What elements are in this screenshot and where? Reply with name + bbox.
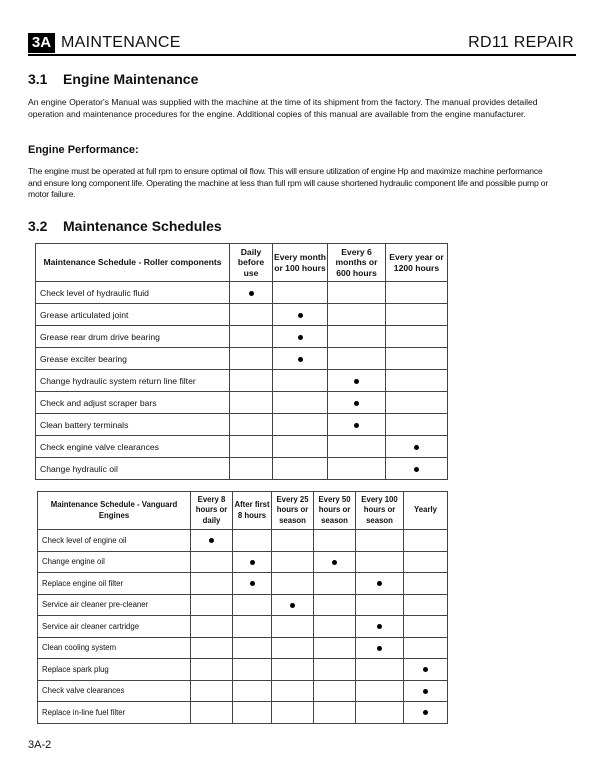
table-row bbox=[38, 551, 448, 573]
table-row bbox=[36, 414, 448, 436]
interval-cell bbox=[273, 304, 328, 326]
interval-cell bbox=[233, 702, 272, 724]
interval-cell bbox=[191, 551, 233, 573]
interval-header: Yearly bbox=[404, 492, 448, 530]
interval-cell bbox=[328, 392, 386, 414]
interval-cell bbox=[273, 282, 328, 304]
task-cell: Check engine valve clearances bbox=[36, 436, 230, 458]
table-header-row bbox=[36, 244, 448, 282]
interval-cell bbox=[404, 637, 448, 659]
interval-cell bbox=[386, 458, 448, 480]
interval-cell bbox=[356, 530, 404, 552]
interval-header: Every year or 1200 hours bbox=[386, 244, 448, 282]
table-row bbox=[36, 458, 448, 480]
interval-cell bbox=[272, 702, 314, 724]
interval-cell bbox=[386, 348, 448, 370]
interval-header: Every 50 hours or season bbox=[314, 492, 356, 530]
table-row bbox=[38, 680, 448, 702]
bullet-mark bbox=[298, 357, 303, 362]
bullet-mark bbox=[250, 560, 255, 565]
interval-cell bbox=[230, 370, 273, 392]
interval-cell bbox=[328, 436, 386, 458]
interval-cell bbox=[356, 680, 404, 702]
interval-cell bbox=[230, 436, 273, 458]
interval-cell bbox=[404, 573, 448, 595]
interval-cell bbox=[191, 530, 233, 552]
interval-cell bbox=[356, 573, 404, 595]
interval-cell bbox=[386, 414, 448, 436]
section-title: Maintenance Schedules bbox=[63, 218, 222, 234]
bullet-mark bbox=[298, 335, 303, 340]
interval-cell bbox=[273, 458, 328, 480]
bullet-mark bbox=[354, 423, 359, 428]
interval-cell bbox=[404, 551, 448, 573]
interval-cell bbox=[272, 594, 314, 616]
table-row bbox=[38, 637, 448, 659]
bullet-mark bbox=[423, 689, 428, 694]
schedule-title-header: Maintenance Schedule - Roller components bbox=[36, 244, 230, 282]
task-cell: Check valve clearances bbox=[38, 680, 191, 702]
interval-cell bbox=[314, 616, 356, 638]
interval-cell bbox=[404, 659, 448, 681]
interval-cell bbox=[404, 594, 448, 616]
interval-cell bbox=[230, 348, 273, 370]
engine-manual-paragraph: An engine Operator's Manual was supplied with the machine at the time of its shipment from the factory. The manual provides detailed operation and maintenance procedures for the engine. Additional copies of this manual are available from the engine manufacturer. bbox=[28, 97, 538, 119]
bullet-mark bbox=[354, 379, 359, 384]
interval-cell bbox=[273, 414, 328, 436]
bullet-mark bbox=[298, 313, 303, 318]
page-header bbox=[28, 30, 576, 56]
table-row bbox=[36, 436, 448, 458]
interval-cell bbox=[404, 702, 448, 724]
interval-cell bbox=[386, 436, 448, 458]
table-row bbox=[38, 530, 448, 552]
interval-cell bbox=[314, 594, 356, 616]
interval-cell bbox=[273, 348, 328, 370]
interval-cell bbox=[328, 282, 386, 304]
table-header-row bbox=[38, 492, 448, 530]
interval-cell bbox=[314, 637, 356, 659]
interval-cell bbox=[233, 551, 272, 573]
task-cell: Clean cooling system bbox=[38, 637, 191, 659]
interval-header: After first 8 hours bbox=[233, 492, 272, 530]
chapter-badge: 3A bbox=[28, 33, 55, 53]
bullet-mark bbox=[332, 560, 337, 565]
interval-cell bbox=[191, 616, 233, 638]
interval-cell bbox=[386, 326, 448, 348]
header-rule bbox=[28, 54, 576, 56]
interval-cell bbox=[230, 326, 273, 348]
interval-cell bbox=[356, 702, 404, 724]
table-row bbox=[38, 594, 448, 616]
interval-cell bbox=[273, 392, 328, 414]
task-cell: Check level of hydraulic fluid bbox=[36, 282, 230, 304]
table-row bbox=[36, 282, 448, 304]
bullet-mark bbox=[414, 467, 419, 472]
schedule-title-header: Maintenance Schedule - Vanguard Engines bbox=[38, 492, 191, 530]
interval-cell bbox=[272, 551, 314, 573]
interval-cell bbox=[314, 659, 356, 681]
task-cell: Service air cleaner cartridge bbox=[38, 616, 191, 638]
interval-cell bbox=[191, 637, 233, 659]
interval-cell bbox=[328, 304, 386, 326]
interval-cell bbox=[273, 326, 328, 348]
interval-cell bbox=[191, 702, 233, 724]
table-row bbox=[36, 348, 448, 370]
interval-cell bbox=[191, 659, 233, 681]
interval-cell bbox=[191, 680, 233, 702]
bullet-mark bbox=[423, 667, 428, 672]
task-cell: Change hydraulic oil bbox=[36, 458, 230, 480]
interval-cell bbox=[272, 616, 314, 638]
interval-cell bbox=[191, 573, 233, 595]
bullet-mark bbox=[377, 624, 382, 629]
interval-cell bbox=[272, 530, 314, 552]
section-title: Engine Maintenance bbox=[63, 71, 199, 87]
bullet-mark bbox=[377, 581, 382, 586]
bullet-mark bbox=[250, 581, 255, 586]
bullet-mark bbox=[249, 291, 254, 296]
interval-cell bbox=[272, 573, 314, 595]
interval-header: Every 100 hours or season bbox=[356, 492, 404, 530]
interval-cell bbox=[230, 392, 273, 414]
section-3-1-heading bbox=[28, 71, 198, 87]
interval-cell bbox=[273, 436, 328, 458]
page-number: 3A-2 bbox=[28, 739, 52, 751]
interval-cell bbox=[230, 304, 273, 326]
task-cell: Grease exciter bearing bbox=[36, 348, 230, 370]
interval-cell bbox=[233, 616, 272, 638]
interval-cell bbox=[386, 392, 448, 414]
section-number: 3.1 bbox=[28, 71, 48, 87]
engine-performance-paragraph: The engine must be operated at full rpm to ensure optimal oil flow. This will ensure utilization of engine Hp and maximize machine performance and ensure long component life. Operating the machine at less than full rpm will cause shortened hydraulic component life and possible pump or motor failure. bbox=[28, 166, 549, 199]
interval-cell bbox=[272, 659, 314, 681]
task-cell: Replace engine oil filter bbox=[38, 573, 191, 595]
manual-title: RD11 REPAIR bbox=[468, 34, 574, 51]
interval-header: Daily before use bbox=[230, 244, 273, 282]
interval-cell bbox=[356, 551, 404, 573]
table-row bbox=[36, 304, 448, 326]
task-cell: Replace in-line fuel filter bbox=[38, 702, 191, 724]
interval-cell bbox=[233, 659, 272, 681]
interval-cell bbox=[356, 637, 404, 659]
bullet-mark bbox=[377, 646, 382, 651]
task-cell: Change hydraulic system return line filter bbox=[36, 370, 230, 392]
table-row bbox=[36, 392, 448, 414]
interval-cell bbox=[273, 370, 328, 392]
interval-cell bbox=[233, 530, 272, 552]
section-3-2-heading bbox=[28, 218, 222, 234]
interval-cell bbox=[233, 594, 272, 616]
table-row bbox=[36, 370, 448, 392]
interval-cell bbox=[272, 680, 314, 702]
task-cell: Replace spark plug bbox=[38, 659, 191, 681]
task-cell: Check and adjust scraper bars bbox=[36, 392, 230, 414]
interval-cell bbox=[328, 458, 386, 480]
interval-header: Every month or 100 hours bbox=[273, 244, 328, 282]
table-row bbox=[36, 326, 448, 348]
task-cell: Clean battery terminals bbox=[36, 414, 230, 436]
interval-cell bbox=[404, 616, 448, 638]
vanguard-schedule-table bbox=[37, 491, 448, 724]
table-row bbox=[38, 659, 448, 681]
bullet-mark bbox=[423, 710, 428, 715]
interval-cell bbox=[191, 594, 233, 616]
interval-cell bbox=[356, 594, 404, 616]
engine-performance-heading: Engine Performance: bbox=[28, 144, 139, 156]
interval-cell bbox=[328, 414, 386, 436]
interval-cell bbox=[233, 680, 272, 702]
interval-cell bbox=[328, 348, 386, 370]
table-row bbox=[38, 702, 448, 724]
interval-cell bbox=[230, 458, 273, 480]
bullet-mark bbox=[354, 401, 359, 406]
interval-cell bbox=[233, 637, 272, 659]
interval-cell bbox=[233, 573, 272, 595]
interval-cell bbox=[230, 414, 273, 436]
interval-cell bbox=[314, 702, 356, 724]
task-cell: Service air cleaner pre-cleaner bbox=[38, 594, 191, 616]
task-cell: Grease articulated joint bbox=[36, 304, 230, 326]
interval-cell bbox=[314, 530, 356, 552]
interval-cell bbox=[314, 680, 356, 702]
bullet-mark bbox=[290, 603, 295, 608]
interval-cell bbox=[386, 282, 448, 304]
interval-cell bbox=[404, 680, 448, 702]
interval-cell bbox=[356, 659, 404, 681]
task-cell: Check level of engine oil bbox=[38, 530, 191, 552]
section-number: 3.2 bbox=[28, 218, 48, 234]
interval-header: Every 8 hours or daily bbox=[191, 492, 233, 530]
interval-cell bbox=[404, 530, 448, 552]
table-row bbox=[38, 616, 448, 638]
interval-cell bbox=[230, 282, 273, 304]
interval-cell bbox=[386, 304, 448, 326]
chapter-title: MAINTENANCE bbox=[61, 34, 181, 51]
interval-cell bbox=[356, 616, 404, 638]
roller-schedule-table bbox=[35, 243, 448, 480]
interval-cell bbox=[328, 326, 386, 348]
interval-header: Every 25 hours or season bbox=[272, 492, 314, 530]
interval-cell bbox=[272, 637, 314, 659]
interval-cell bbox=[314, 573, 356, 595]
bullet-mark bbox=[209, 538, 214, 543]
interval-cell bbox=[314, 551, 356, 573]
table-row bbox=[38, 573, 448, 595]
bullet-mark bbox=[414, 445, 419, 450]
interval-cell bbox=[328, 370, 386, 392]
task-cell: Grease rear drum drive bearing bbox=[36, 326, 230, 348]
interval-header: Every 6 months or 600 hours bbox=[328, 244, 386, 282]
interval-cell bbox=[386, 370, 448, 392]
task-cell: Change engine oil bbox=[38, 551, 191, 573]
